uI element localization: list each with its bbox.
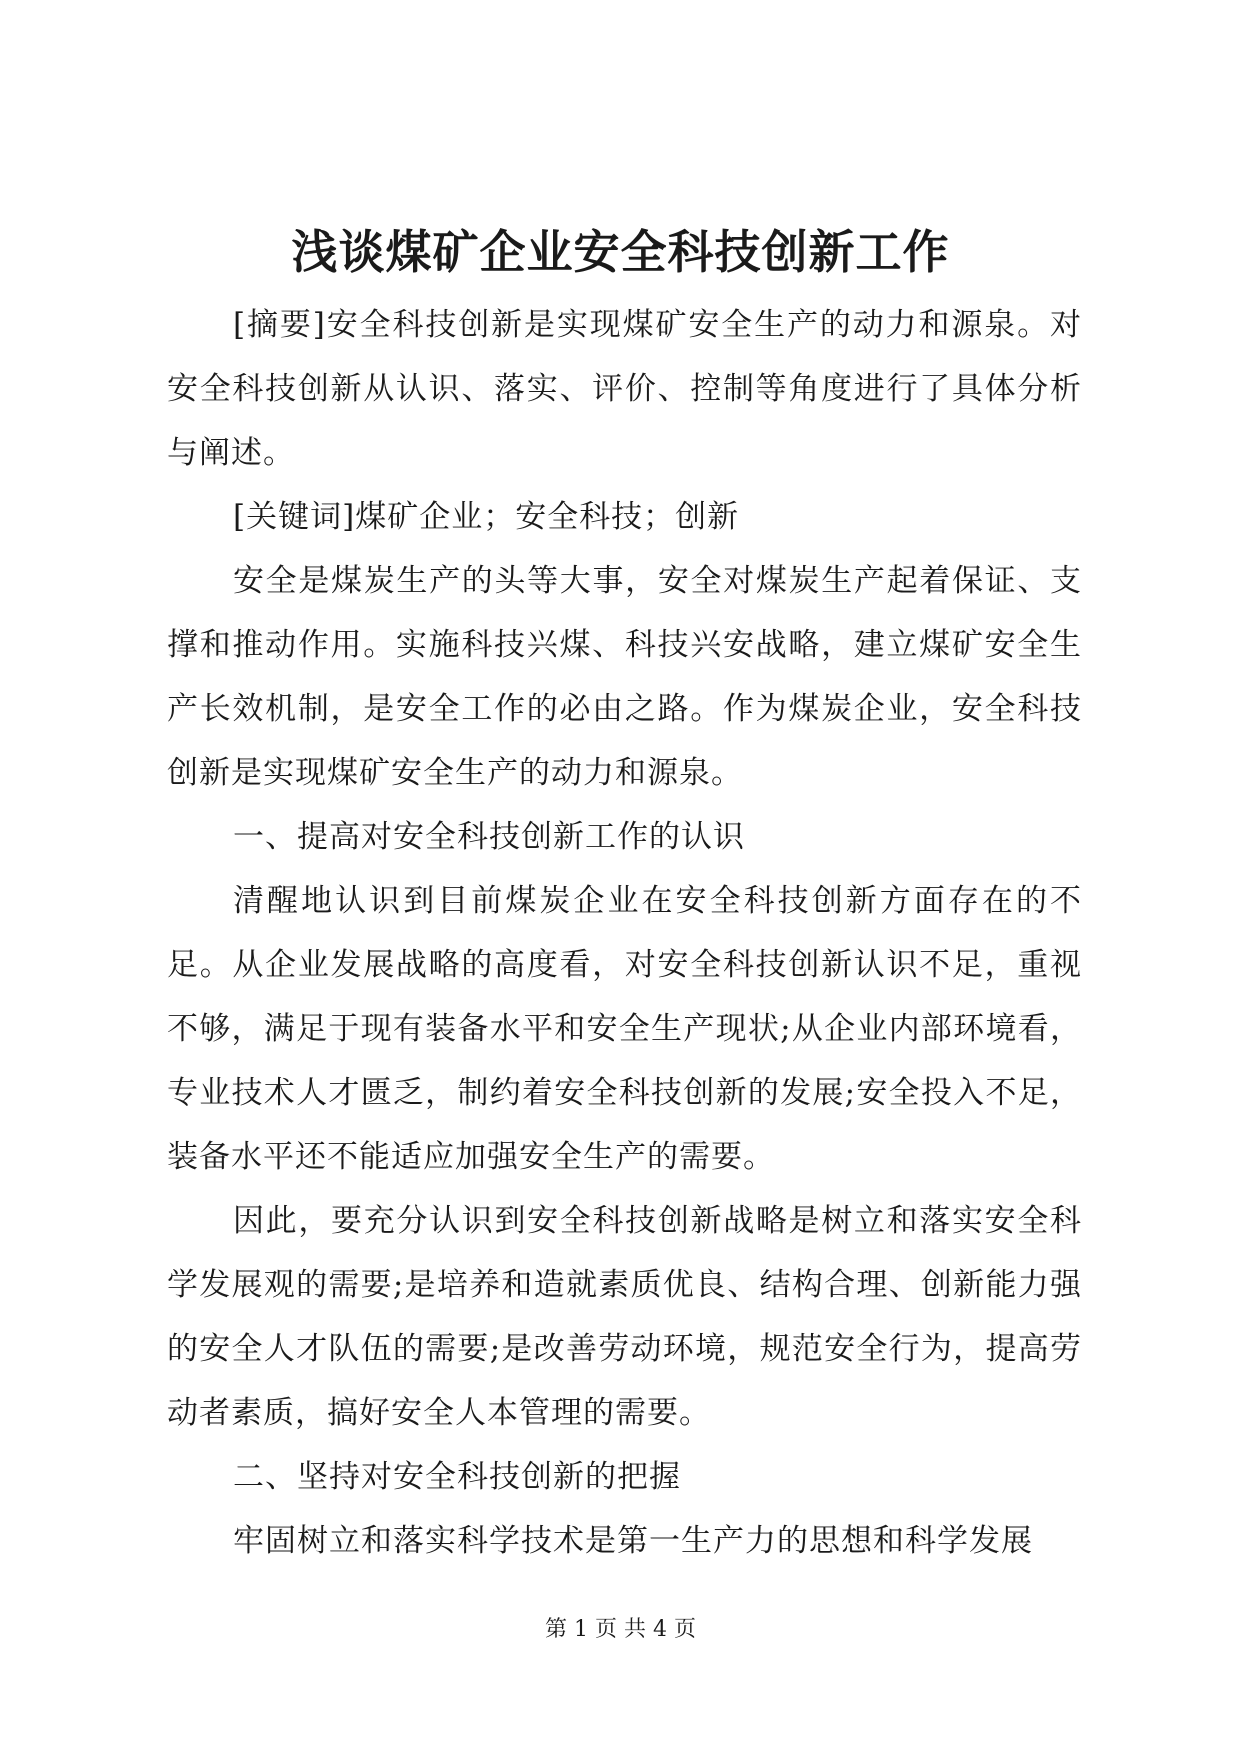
body-paragraph: 牢固树立和落实科学技术是第一生产力的思想和科学发展 bbox=[233, 1523, 1033, 1559]
body-paragraph: 清醒地认识到目前煤炭企业在安全科技创新方面存在的不足。从企业发展战略的高度看，对安全科技创新认识不足，重视不够，满足于现有装备水平和安全生产现状;从企业内部环境看，专业技术人才匮乏，制约着安全科技创新的发展;安全投入不足，装备水平还不能适应加强安全生产的需要。 bbox=[167, 883, 1082, 1175]
document-body bbox=[167, 293, 1082, 1573]
abstract-paragraph: [摘要]安全科技创新是实现煤矿安全生产的动力和源泉。对安全科技创新从认识、落实、评价、控制等角度进行了具体分析与阐述。 bbox=[167, 307, 1082, 471]
intro-paragraph: 安全是煤炭生产的头等大事，安全对煤炭生产起着保证、支撑和推动作用。实施科技兴煤、科技兴安战略，建立煤矿安全生产长效机制，是安全工作的必由之路。作为煤炭企业，安全科技创新是实现煤矿安全生产的动力和源泉。 bbox=[167, 563, 1082, 791]
body-paragraph: 因此，要充分认识到安全科技创新战略是树立和落实安全科学发展观的需要;是培养和造就素质优良、结构合理、创新能力强的安全人才队伍的需要;是改善劳动环境，规范安全行为，提高劳动者素质，搞好安全人本管理的需要。 bbox=[167, 1203, 1082, 1431]
keywords-paragraph: [关键词]煤矿企业；安全科技；创新 bbox=[233, 499, 740, 535]
section-heading-1: 一、提高对安全科技创新工作的认识 bbox=[233, 819, 745, 855]
page-number-footer: 第 1 页 共 4 页 bbox=[545, 1617, 696, 1642]
section-heading-2: 二、坚持对安全科技创新的把握 bbox=[233, 1459, 681, 1495]
document-title: 浅谈煤矿企业安全科技创新工作 bbox=[291, 225, 950, 279]
